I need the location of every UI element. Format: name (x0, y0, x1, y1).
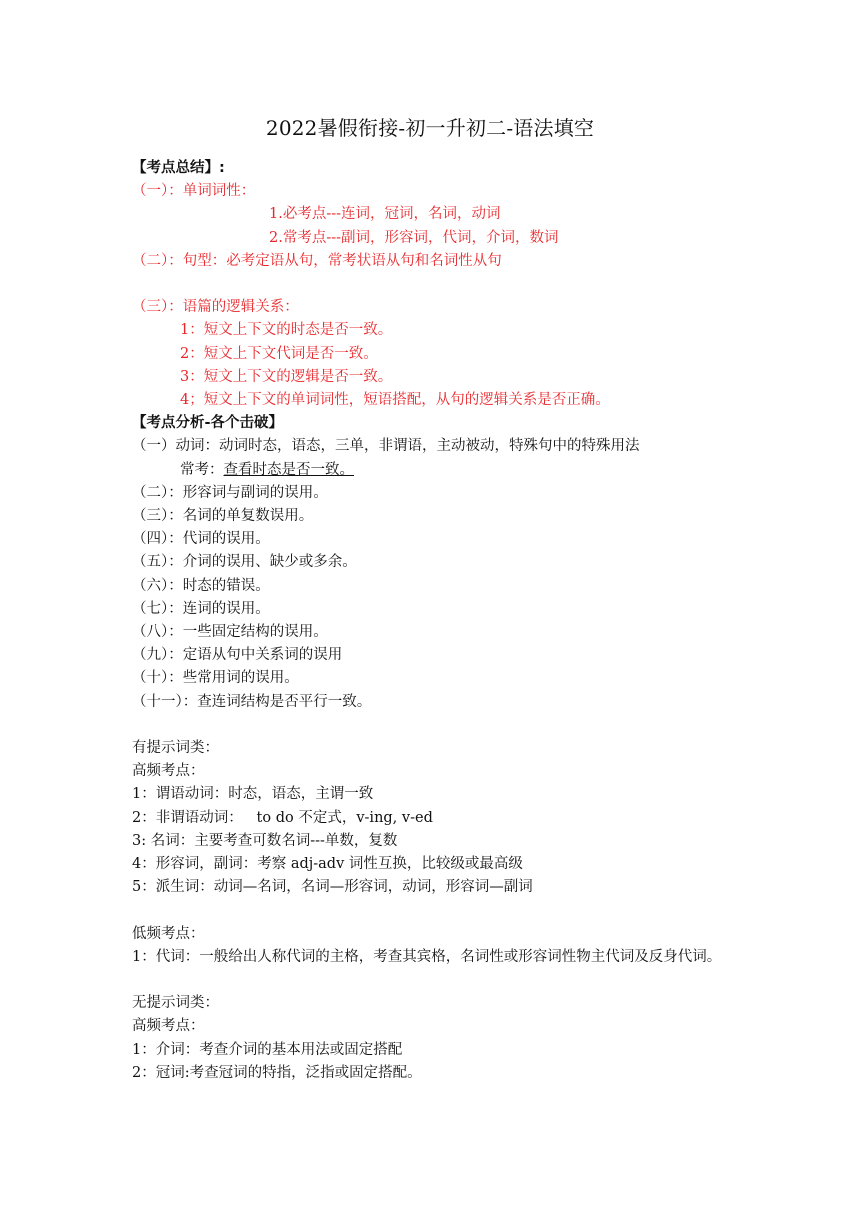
hinted-high-item: 1：谓语动词：时态，语态，主谓一致 (132, 786, 374, 803)
analysis-item: （八）：一些固定结构的误用。 (132, 624, 328, 641)
spacer (132, 899, 772, 922)
spacer (132, 714, 772, 737)
analysis-item: （四）：代词的误用。 (132, 531, 270, 548)
summary-s3-item: 2：短文上下文代词是否一致。 (180, 345, 378, 362)
analysis-item: （九）：定语从句中关系词的误用 (132, 647, 343, 664)
analysis-item: （五）：介词的误用、缺少或多余。 (132, 554, 357, 571)
analysis-item1-sub (132, 459, 772, 482)
analysis-item: （十一）：查连词结构是否平行一致。 (132, 693, 372, 710)
analysis-item1-sub-underlined: 查看时态是否一致。 (223, 461, 354, 478)
summary-s3-item: 3：短文上下文的逻辑是否一致。 (180, 368, 393, 385)
hinted-heading: 有提示词类： (132, 740, 219, 757)
summary-heading: 【考点总结】: (132, 160, 225, 176)
summary-s1-item: 1.必考点---连词，冠词，名词，动词 (269, 206, 501, 223)
analysis-item: （六）：时态的错误。 (132, 577, 270, 594)
analysis-item: （三）：名词的单复数误用。 (132, 508, 314, 525)
hinted-high-heading: 高频考点： (132, 763, 205, 780)
analysis-item: （十）：些常用词的误用。 (132, 670, 299, 687)
hinted-high-item: 2：非谓语动词： to do 不定式，v-ing, v-ed (132, 809, 433, 826)
unhinted-high-item: 2：冠词:考查冠词的特指，泛指或固定搭配。 (132, 1064, 422, 1081)
analysis-item: （一）动词：动词时态，语态，三单，非谓语，主动被动，特殊句中的特殊用法 (132, 438, 640, 455)
analysis-heading: 【考点分析-各个击破】 (132, 415, 284, 432)
summary-s1-item: 2.常考点---副词，形容词，代词，介词，数词 (269, 229, 559, 246)
summary-s3-item: 4；短文上下文的单词词性，短语搭配，从句的逻辑关系是否正确。 (180, 392, 610, 409)
unhinted-high-heading: 高频考点： (132, 1018, 205, 1035)
unhinted-high-item: 1：介词：考查介词的基本用法或固定搭配 (132, 1041, 403, 1058)
unhinted-heading: 无提示词类： (132, 995, 219, 1012)
hinted-high-item: 3: 名词：主要考查可数名词---单数，复数 (132, 832, 398, 849)
summary-s3-label: （三）：语篇的逻辑关系： (132, 299, 299, 316)
summary-s2-label: （二）：句型：必考定语从句，常考状语从句和名词性从句 (132, 252, 502, 269)
document-title: 2022暑假衔接-初一升初二-语法填空 (265, 116, 595, 140)
analysis-item1-sub-prefix: 常考： (180, 461, 224, 478)
summary-s1-label: （一）：单词词性： (132, 183, 256, 200)
summary-s3-item: 1：短文上下文的时态是否一致。 (180, 322, 393, 339)
analysis-item: （七）：连词的误用。 (132, 600, 270, 617)
analysis-item: （二）：形容词与副词的误用。 (132, 484, 328, 501)
document-body (132, 157, 772, 1085)
hinted-low-heading: 低频考点： (132, 925, 205, 942)
hinted-high-item: 4：形容词，副词：考察 adj-adv 词性互换，比较级或最高级 (132, 856, 523, 873)
spacer (132, 969, 772, 992)
hinted-high-item: 5：派生词：动词—名词，名词—形容词，动词，形容词—副词 (132, 879, 533, 896)
spacer (132, 273, 772, 296)
hinted-low-item: 1：代词：一般给出人称代词的主格，考查其宾格，名词性或形容词性物主代词及反身代词。 (132, 948, 722, 965)
